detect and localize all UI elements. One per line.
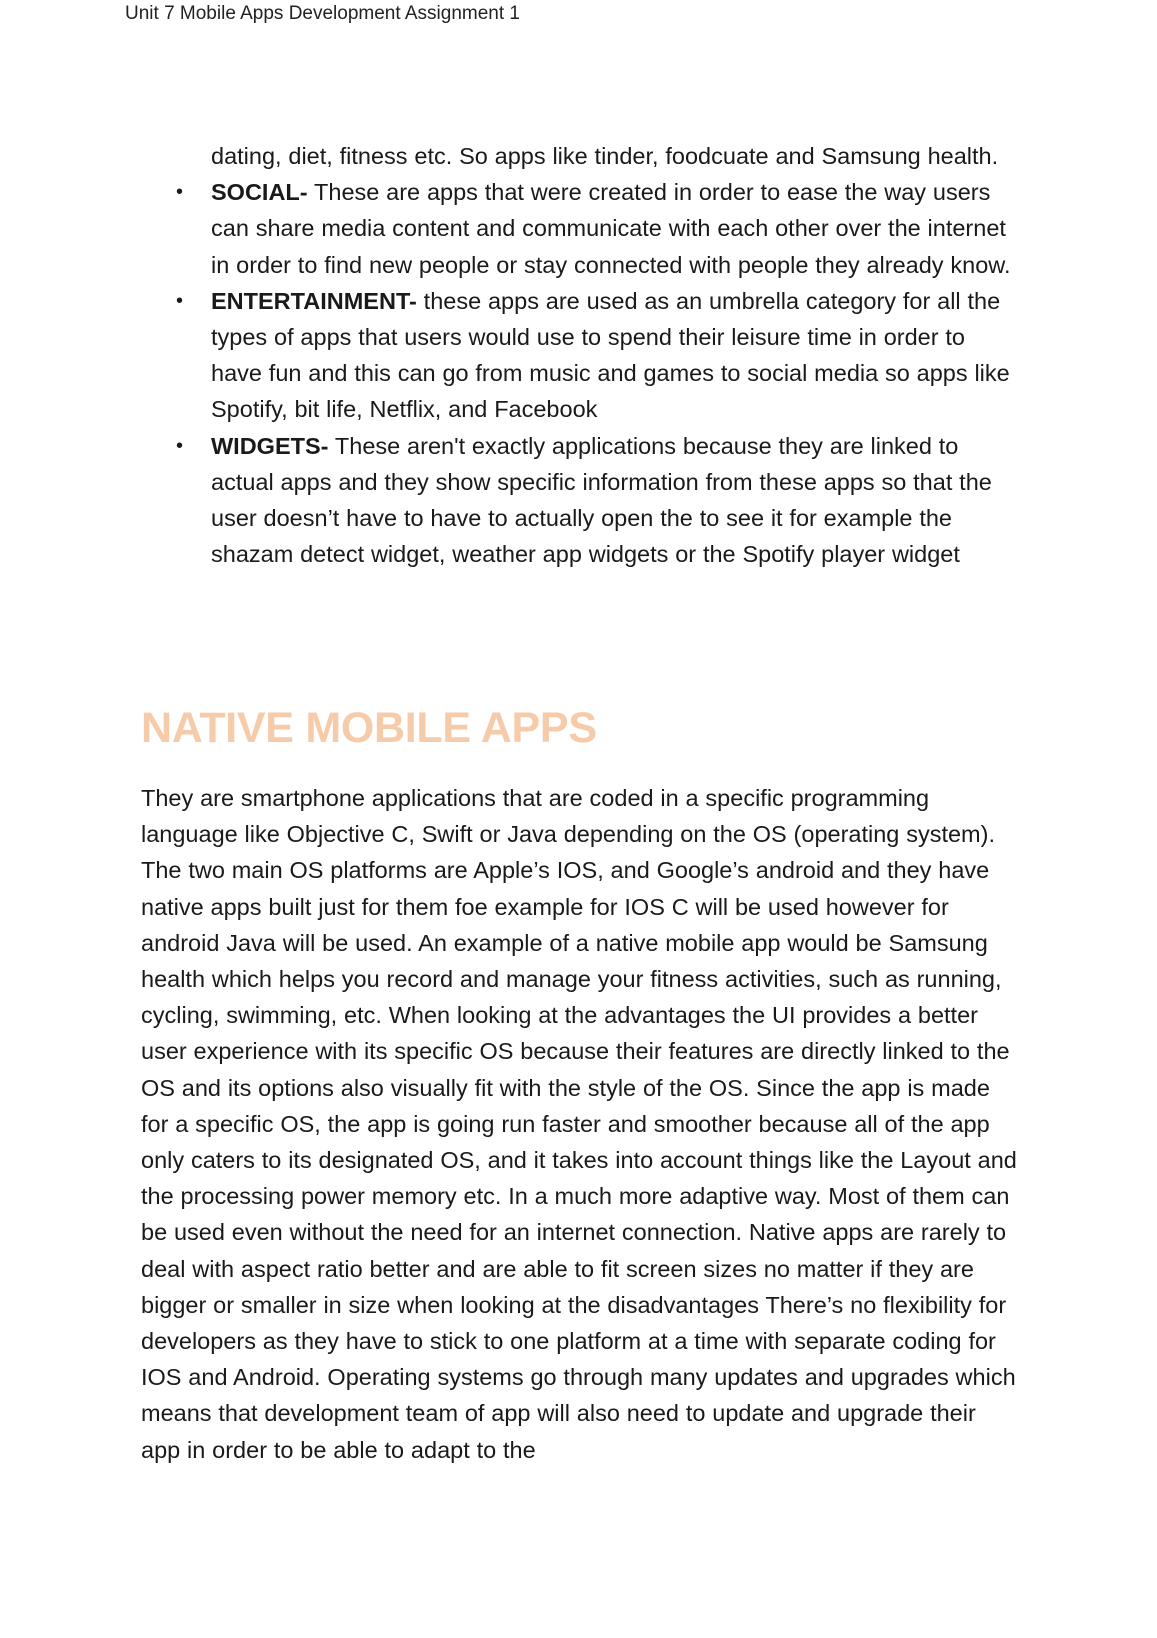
bullet-icon: • bbox=[176, 289, 184, 312]
bullet-text: These are apps that were created in order to ease the way users can share media content and communicate with each other over the internet in order to find new people or stay connected with people they already know. bbox=[211, 179, 1011, 278]
bullet-term: ENTERTAINMENT- bbox=[211, 287, 417, 314]
list-item-entertainment bbox=[140, 283, 1020, 428]
app-category-list-section bbox=[140, 138, 1020, 572]
bullet-term: SOCIAL- bbox=[211, 179, 308, 206]
bullet-term: WIDGETS- bbox=[211, 432, 329, 459]
section-body-paragraph: They are smartphone applications that are coded in a specific programming language like Objective C, Swift or Java depending on the OS (operating system). The two main OS platforms are Apple’s IOS, and Google’s android and they have native apps built just for them foe example for IOS C will be used however for android Java will be used. An example of a native mobile app would be Samsung health which helps you record and manage your fitness activities, such as running, cycling, swimming, etc. When looking at the advantages the UI provides a better user experience with its specific OS because their features are directly linked to the OS and its options also visually fit with the style of the OS. Since the app is made for a specific OS, the app is going run faster and smoother because all of the app only caters to its designated OS, and it takes into account things like the Layout and the processing power memory etc. In a much more adaptive way. Most of them can be used even without the need for an internet connection. Native apps are rarely to deal with aspect ratio better and are able to fit screen sizes no matter if they are bigger or smaller in size when looking at the disadvantages There’s no flexibility for developers as they have to stick to one platform at a time with separate coding for IOS and Android. Operating systems go through many updates and upgrades which means that development team of app will also need to update and upgrade their app in order to be able to adapt to the bbox=[141, 785, 1017, 1463]
bullet-icon: • bbox=[176, 181, 184, 204]
bullet-icon: • bbox=[176, 434, 184, 457]
section-heading: NATIVE MOBILE APPS bbox=[141, 704, 597, 752]
list-item-widgets bbox=[140, 428, 1020, 573]
bullet-text: these apps are used as an umbrella category for all the types of apps that users would use to spend their leisure time in order to have fun and this can go from music and games to social media so apps like Spotify, bit life, Netflix, and Facebook bbox=[211, 287, 1010, 423]
page-header: Unit 7 Mobile Apps Development Assignment 1 bbox=[125, 3, 520, 24]
app-category-list bbox=[140, 174, 1020, 572]
bullet-text: These aren't exactly applications because they are linked to actual apps and they show specific information from these apps so that the user doesn’t have to have to actually open the to see it for example the shazam detect widget, weather app widgets or the Spotify player widget bbox=[211, 432, 992, 568]
list-item-social bbox=[140, 174, 1020, 283]
continued-bullet-text: dating, diet, fitness etc. So apps like tinder, foodcuate and Samsung health. bbox=[211, 143, 999, 169]
